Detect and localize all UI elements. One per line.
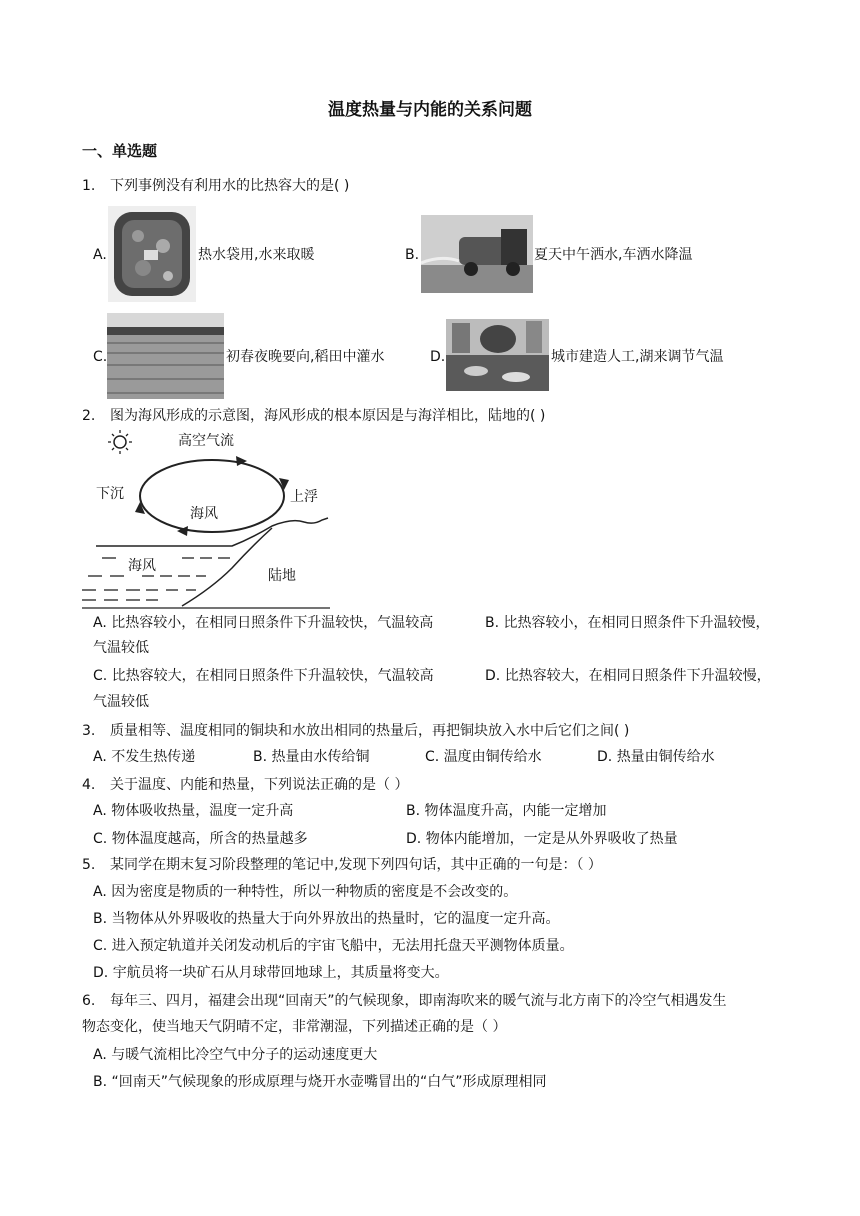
label-land: 陆地 bbox=[268, 568, 296, 584]
option-text: 热量由水传给铜 bbox=[271, 749, 370, 765]
option-b bbox=[93, 1072, 547, 1092]
option-text: 进入预定轨道并关闭发动机后的宇宙飞船中，无法用托盘天平测物体质量。 bbox=[111, 938, 574, 954]
option-d bbox=[485, 666, 771, 686]
question-number: 3. bbox=[82, 723, 96, 739]
option-text: 物体吸收热量，温度一定升高 bbox=[111, 803, 294, 819]
option-text: 夏天中午洒水,车洒水降温 bbox=[534, 247, 693, 263]
question-stem-continuation: 物态变化，使当地天气阴晴不定，非常潮湿，下列描述正确的是（ ） bbox=[82, 1019, 507, 1035]
option-text: 物体温度升高，内能一定增加 bbox=[424, 803, 607, 819]
option-letter: D. bbox=[485, 668, 501, 684]
sea-breeze-diagram bbox=[82, 428, 330, 610]
option-d bbox=[597, 747, 715, 767]
hot-water-bag-photo bbox=[108, 206, 196, 302]
option-letter: D. bbox=[93, 965, 109, 981]
option-text: 因为密度是物质的一种特性，所以一种物质的密度是不会改变的。 bbox=[111, 884, 518, 900]
option-letter: D. bbox=[406, 831, 422, 847]
label-rise: 上浮 bbox=[290, 489, 318, 505]
option-letter: B. bbox=[405, 247, 420, 263]
page-title: 温度热量与内能的关系问题 bbox=[328, 100, 532, 120]
option-letter: D. bbox=[597, 749, 613, 765]
question-number: 5. bbox=[82, 857, 96, 873]
option-c bbox=[93, 936, 574, 956]
option-b bbox=[93, 909, 560, 929]
option-b bbox=[406, 801, 607, 821]
option-text: 物体温度越高，所含的热量越多 bbox=[111, 831, 308, 847]
question-stem: 某同学在期末复习阶段整理的笔记中,发现下列四句话，其中正确的一句是：（ ） bbox=[110, 857, 602, 873]
option-letter: B. bbox=[406, 803, 421, 819]
option-text: 比热容较大，在相同日照条件下升温较快，气温较高 bbox=[111, 668, 434, 684]
option-text: 与暖气流相比冷空气中分子的运动速度更大 bbox=[111, 1047, 378, 1063]
option-letter: B. bbox=[253, 749, 268, 765]
option-b bbox=[253, 747, 370, 767]
option-text: 物体内能增加，一定是从外界吸收了热量 bbox=[425, 831, 678, 847]
artificial-lake-photo bbox=[446, 319, 549, 391]
label-sink: 下沉 bbox=[96, 486, 124, 502]
option-letter: A. bbox=[93, 247, 107, 263]
question-stem: 下列事例没有利用水的比热容大的是( ) bbox=[110, 178, 350, 194]
question-stem: 每年三、四月，福建会出现“回南天”的气候现象，即南海吹来的暖气流与北方南下的冷空气相遇发生 bbox=[110, 993, 727, 1009]
sun-icon bbox=[108, 430, 132, 454]
option-letter: C. bbox=[93, 831, 108, 847]
option-text: 温度由铜传给水 bbox=[443, 749, 542, 765]
option-c bbox=[93, 829, 308, 849]
question-number: 6. bbox=[82, 993, 96, 1009]
option-d bbox=[406, 829, 678, 849]
option-letter: B. bbox=[93, 1074, 108, 1090]
option-text: 热水袋用,水来取暖 bbox=[198, 247, 315, 263]
option-d bbox=[93, 963, 449, 983]
option-letter: A. bbox=[93, 884, 107, 900]
option-c bbox=[93, 666, 434, 686]
option-letter: B. bbox=[485, 615, 500, 631]
label-upper-airflow: 高空气流 bbox=[178, 433, 234, 449]
question-number: 2. bbox=[82, 408, 96, 424]
question-number: 4. bbox=[82, 777, 96, 793]
option-letter: C. bbox=[425, 749, 440, 765]
option-text: 宇航员将一块矿石从月球带回地球上，其质量将变大。 bbox=[112, 965, 449, 981]
option-a bbox=[93, 613, 433, 633]
rice-field-photo bbox=[107, 313, 224, 399]
question-stem: 关于温度、内能和热量，下列说法正确的是（ ） bbox=[110, 777, 409, 793]
option-b-continuation: 气温较低 bbox=[93, 640, 149, 656]
option-text: 比热容较大，在相同日照条件下升温较慢， bbox=[504, 668, 771, 684]
question-stem: 图为海风形成的示意图，海风形成的根本原因是与海洋相比，陆地的( ) bbox=[110, 408, 546, 424]
option-letter: D. bbox=[430, 349, 446, 365]
option-letter: A. bbox=[93, 749, 107, 765]
option-letter: C. bbox=[93, 938, 108, 954]
option-text: 当物体从外界吸收的热量大于向外界放出的热量时，它的温度一定升高。 bbox=[111, 911, 560, 927]
question-number: 1. bbox=[82, 178, 96, 194]
option-text: 不发生热传递 bbox=[111, 749, 196, 765]
option-text: 比热容较小，在相同日照条件下升温较快，气温较高 bbox=[111, 615, 434, 631]
option-letter: B. bbox=[93, 911, 108, 927]
sprinkler-truck-photo bbox=[421, 215, 533, 293]
option-d-continuation: 气温较低 bbox=[93, 694, 149, 710]
option-a bbox=[93, 747, 195, 767]
option-letter: A. bbox=[93, 803, 107, 819]
label-sea-breeze-low: 海风 bbox=[128, 558, 156, 574]
option-a bbox=[93, 882, 517, 902]
label-sea-breeze-mid: 海风 bbox=[190, 506, 218, 522]
option-text: 比热容较小，在相同日照条件下升温较慢， bbox=[503, 615, 770, 631]
option-letter: C. bbox=[93, 668, 108, 684]
option-text: 城市建造人工,湖来调节气温 bbox=[551, 349, 724, 365]
option-c bbox=[425, 747, 542, 767]
option-letter: A. bbox=[93, 615, 107, 631]
question-stem: 质量相等、温度相同的铜块和水放出相同的热量后，再把铜块放入水中后它们之间( ) bbox=[110, 723, 630, 739]
option-text: 热量由铜传给水 bbox=[616, 749, 715, 765]
sea-breeze-svg bbox=[82, 428, 330, 610]
option-a bbox=[93, 1045, 377, 1065]
option-text: “回南天”气候现象的形成原理与烧开水壶嘴冒出的“白气”形成原理相同 bbox=[111, 1074, 547, 1090]
option-text: 初春夜晚要向,稻田中灌水 bbox=[226, 349, 385, 365]
option-a bbox=[93, 801, 293, 821]
land-slope bbox=[182, 528, 272, 606]
section-heading: 一、单选题 bbox=[82, 142, 158, 160]
option-letter: C. bbox=[93, 349, 108, 365]
option-letter: A. bbox=[93, 1047, 107, 1063]
option-b bbox=[485, 613, 770, 633]
